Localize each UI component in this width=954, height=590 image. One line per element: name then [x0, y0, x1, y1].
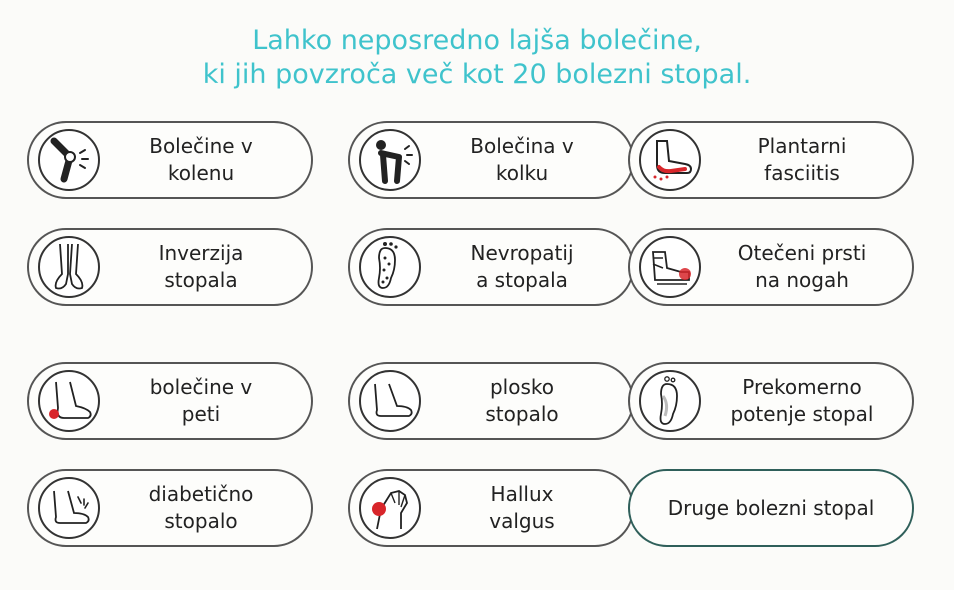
condition-label: Bolečina v kolku	[470, 134, 574, 185]
heel-pain-icon	[38, 370, 100, 432]
condition-hallux-valgus	[348, 469, 634, 547]
condition-label: plosko stopalo	[485, 375, 559, 426]
condition-label: Druge bolezni stopal	[667, 495, 875, 520]
condition-label: Bolečine v kolenu	[149, 134, 253, 185]
plantar-fasciitis-icon	[639, 129, 701, 191]
condition-label: Plantarni fasciitis	[757, 134, 847, 185]
condition-foot-neuropathy	[348, 228, 634, 306]
condition-foot-inversion	[27, 228, 313, 306]
condition-plantar-fasciitis	[628, 121, 914, 199]
condition-knee-pain	[27, 121, 313, 199]
condition-label: Otečeni prsti na nogah	[737, 241, 867, 292]
condition-swollen-toes	[628, 228, 914, 306]
headline-line-1: Lahko neposredno lajša bolečine,	[252, 25, 702, 56]
condition-label: Hallux valgus	[489, 482, 555, 533]
hip-pain-icon	[359, 129, 421, 191]
diabetic-foot-icon	[38, 477, 100, 539]
condition-label: diabetično stopalo	[148, 482, 254, 533]
condition-other-foot-diseases	[628, 469, 914, 547]
headline	[0, 24, 954, 92]
foot-sweating-icon	[639, 370, 701, 432]
condition-foot-sweating	[628, 362, 914, 440]
condition-diabetic-foot	[27, 469, 313, 547]
condition-flat-foot	[348, 362, 634, 440]
foot-neuropathy-icon	[359, 236, 421, 298]
swollen-toes-icon	[639, 236, 701, 298]
condition-label: Nevropatij a stopala	[470, 241, 574, 292]
condition-hip-pain	[348, 121, 634, 199]
knee-pain-icon	[38, 129, 100, 191]
condition-label: Prekomerno potenje stopal	[730, 375, 874, 426]
hallux-valgus-icon	[359, 477, 421, 539]
condition-label: Inverzija stopala	[158, 241, 244, 292]
condition-heel-pain	[27, 362, 313, 440]
headline-line-2: ki jih povzroča več kot 20 bolezni stopal.	[202, 59, 752, 90]
flat-foot-icon	[359, 370, 421, 432]
foot-inversion-icon	[38, 236, 100, 298]
condition-label: bolečine v peti	[149, 375, 253, 426]
